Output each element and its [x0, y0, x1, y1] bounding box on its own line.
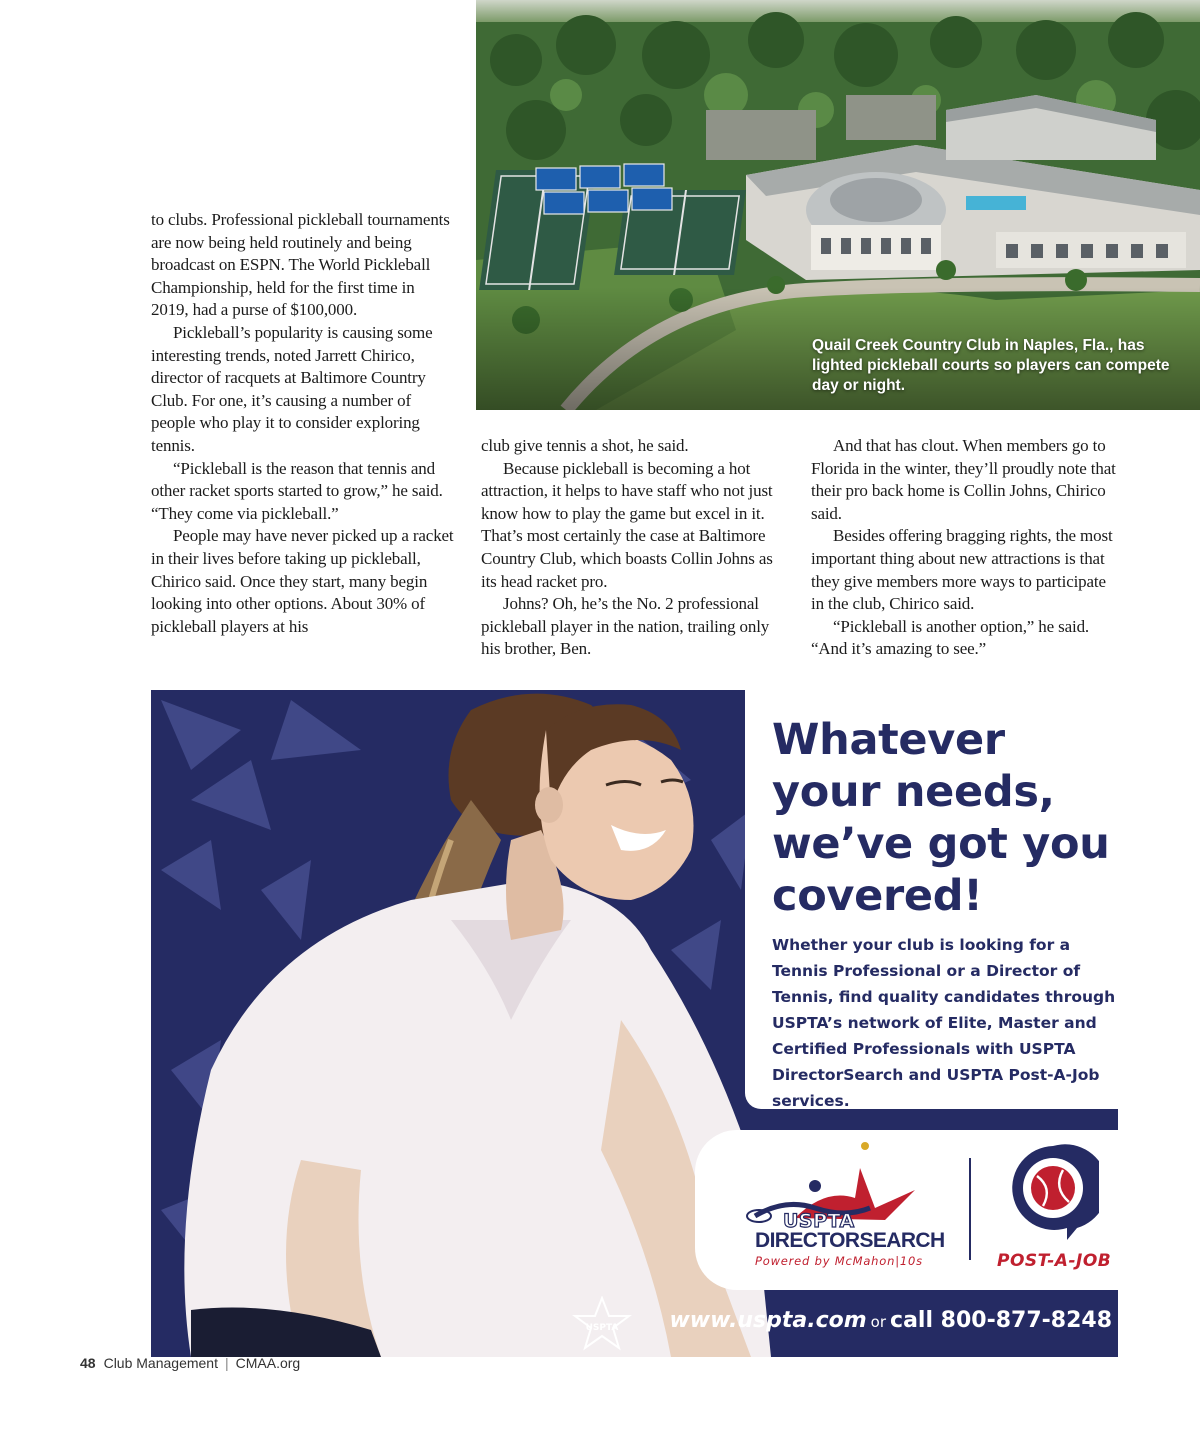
uspta-advertisement	[151, 690, 1118, 1357]
article-column-3	[811, 435, 1121, 661]
panel-arrow-icon	[745, 726, 759, 750]
article-column-2	[481, 435, 791, 661]
ad-body-text: Whether your club is looking for a Tennis Professional or a Director of Tennis, find quality candidates through USPTA’s network of Elite, Master and Certified Professionals with USPTA DirectorSearch and USPTA Post-A-Job services.	[772, 936, 1116, 1110]
article-column-1	[151, 209, 455, 638]
paragraph: “Pickleball is the reason that tennis and other racket sports started to grow,” he said. “They come via pickleball.”	[151, 458, 443, 523]
ad-contact-line	[669, 1308, 1112, 1333]
paragraph: Johns? Oh, he’s the No. 2 professional pickleball player in the nation, trailing only his brother, Ben.	[481, 594, 770, 659]
paragraph: People may have never picked up a racket in their lives before taking up pickleball, Chirico said. Once they start, many begin looking into other options. About 30% of pickleball players at his	[151, 526, 454, 636]
footer-separator: |	[224, 1355, 229, 1371]
footer-site: CMAA.org	[235, 1355, 301, 1371]
paragraph: Besides offering bragging rights, the most important thing about new attractions is that they give members more ways to participate in the club, Chirico said.	[811, 526, 1113, 614]
uspta-star-icon	[569, 1296, 635, 1352]
directorsearch-wordmark: DIRECTORSEARCH	[755, 1229, 945, 1252]
phone-number: call 800-877-8248	[890, 1308, 1112, 1333]
paragraph: And that has clout. When members go to Florida in the winter, they’ll proudly note that their pro back home is Collin Johns, Chirico said.	[811, 436, 1116, 523]
aerial-photo	[476, 0, 1200, 410]
paragraph: “Pickleball is another option,” he said. “And it’s amazing to see.”	[811, 616, 1090, 659]
paragraph: to clubs. Professional pickleball tournaments are now being held routinely and being broadcast on ESPN. The World Pickleball Championship, held for the first time in 2019, had a purse of $100,000.	[151, 210, 450, 320]
post-a-job-wordmark: POST-A-JOB	[997, 1251, 1112, 1271]
logo-divider	[969, 1158, 971, 1260]
powered-by-text: Powered by McMahon|10s	[755, 1254, 923, 1268]
page-footer	[80, 1355, 300, 1371]
ad-headline: Whatever your needs, we’ve got you covered!	[772, 715, 1110, 921]
photo-caption: Quail Creek Country Club in Naples, Fla., has lighted pickleball courts so players can compete day or night.	[812, 337, 1170, 394]
contact-or: or	[870, 1313, 887, 1331]
uspta-wordmark: USPTA	[783, 1210, 855, 1232]
paragraph: Pickleball’s popularity is causing some interesting trends, noted Jarrett Chirico, director of racquets at Baltimore Country Club. For one, it’s causing a number of people who play it to consider exploring tennis.	[151, 322, 433, 455]
website-link[interactable]: www.uspta.com	[669, 1308, 867, 1333]
post-a-job-logo-icon	[1007, 1142, 1099, 1246]
logo-panel	[695, 1130, 1118, 1290]
paragraph: club give tennis a shot, he said.	[481, 436, 689, 455]
page-number: 48	[80, 1355, 96, 1371]
star-logo-text: USPTA	[585, 1323, 619, 1333]
paragraph: Because pickleball is becoming a hot attraction, it helps to have staff who not just know how to play the game but excel in it. That’s most certainly the case at Baltimore Country Club, which boasts Collin Johns as its head racket pro.	[481, 458, 773, 591]
publication-name: Club Management	[103, 1355, 218, 1371]
